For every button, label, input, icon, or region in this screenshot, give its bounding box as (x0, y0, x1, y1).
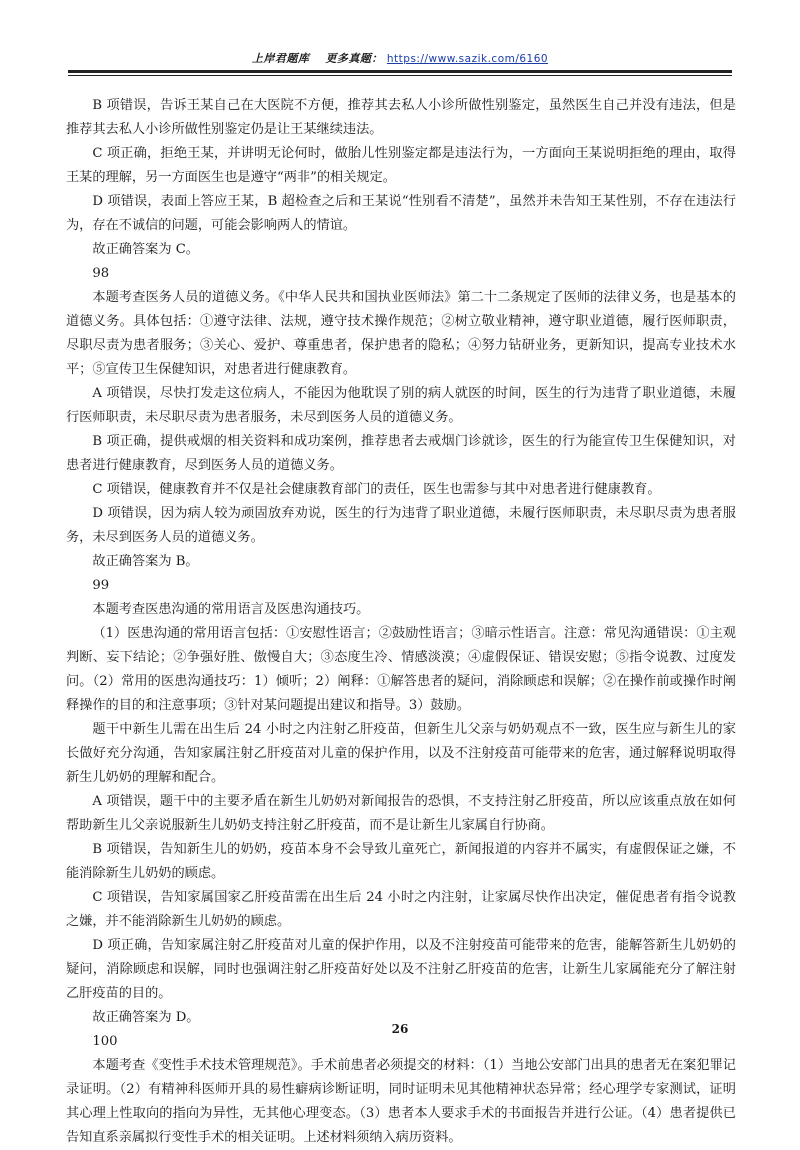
paragraph: D 项错误，因为病人较为顽固放弃劝说，医生的行为违背了职业道德，未履行医师职责，未尽职尽责为患者服务，未尽到医务人员的道德义务。 (66, 506, 736, 545)
question-number: 100 (92, 1034, 118, 1049)
document-body (66, 94, 736, 1150)
question-number: 99 (92, 578, 110, 593)
answer-line: 故正确答案为 C。 (92, 242, 199, 257)
paragraph: 本题考查《变性手术技术管理规范》。手术前患者必须提交的材料：（1）当地公安部门出具的患者无在案犯罪记录证明。（2）有精神科医师开具的易性癖病诊断证明，同时证明未见其他精神状态异常；经心理学专家测试，证明其心理上性取向的指向为异性，无其他心理变态。（3）患者本人要求手术的书面报告并进行公证。（4）患者提供已告知直系亲属拟行变性手术的相关证明。上述材料须纳入病历资料。 (66, 1058, 736, 1145)
header-brand: 上岸君题库 (251, 52, 310, 65)
header-url-link[interactable]: https://www.sazik.com/6160 (386, 53, 549, 65)
paragraph: A 项错误，尽快打发走这位病人，不能因为他耽误了别的病人就医的时间，医生的行为违背了职业道德，未履行医师职责，未尽职尽责为患者服务，未尽到医务人员的道德义务。 (66, 386, 736, 425)
paragraph: A 项错误，题干中的主要矛盾在新生儿奶奶对新闻报告的恐惧，不支持注射乙肝疫苗，所以应该重点放在如何帮助新生儿父亲说服新生儿奶奶支持注射乙肝疫苗，而不是让新生儿家属自行协商。 (66, 794, 736, 833)
paragraph: 题干中新生儿需在出生后 24 小时之内注射乙肝疫苗，但新生儿父亲与奶奶观点不一致，医生应与新生儿的家长做好充分沟通，告知家属注射乙肝疫苗对儿童的保护作用，以及不注射疫苗可能带来的危害，通过解释说明取得新生儿奶奶的理解和配合。 (66, 722, 736, 785)
header-rule-thin (68, 75, 732, 76)
paragraph: （1）医患沟通的常用语言包括：①安慰性语言；②鼓励性语言；③暗示性语言。注意：常见沟通错误：①主观判断、妄下结论；②争强好胜、傲慢自大；③态度生冷、情感淡漠；④虚假保证、错误安慰；⑤指令说教、过度发问。（2）常用的医患沟通技巧：1）倾听；2）阐释：①解答患者的疑问，消除顾虑和误解；②在操作前或操作时阐释操作的目的和注意事项；③针对某问题提出建议和指导。3）鼓励。 (66, 626, 736, 713)
paragraph: C 项错误，告知家属国家乙肝疫苗需在出生后 24 小时之内注射，让家属尽快作出决定，催促患者有指令说教之嫌，并不能消除新生儿奶奶的顾虑。 (66, 890, 736, 929)
answer-line: 故正确答案为 B。 (92, 554, 199, 569)
paragraph: C 项正确，拒绝王某，并讲明无论何时，做胎儿性别鉴定都是违法行为，一方面向王某说明拒绝的理由，取得王某的理解，另一方面医生也是遵守“两非”的相关规定。 (66, 146, 736, 185)
paragraph: 本题考查医务人员的道德义务。《中华人民共和国执业医师法》第二十二条规定了医师的法律义务，也是基本的道德义务。具体包括：①遵守法律、法规，遵守技术操作规范；②树立敬业精神，遵守职业道德，履行医师职责，尽职尽责为患者服务；③关心、爱护、尊重患者，保护患者的隐私；④努力钻研业务，更新知识，提高专业技术水平；⑤宣传卫生保健知识，对患者进行健康教育。 (66, 290, 736, 377)
page-number: 26 (391, 1022, 409, 1036)
paragraph: D 项错误，表面上答应王某，B 超检查之后和王某说“性别看不清楚”，虽然并未告知王某性别，不存在违法行为，存在不诚信的问题，可能会影响两人的情谊。 (66, 194, 736, 233)
header-label: 更多真题： (325, 52, 383, 65)
answer-line: 故正确答案为 D。 (92, 1010, 200, 1025)
question-number: 98 (92, 266, 110, 281)
paragraph: B 项错误，告诉王某自己在大医院不方便，推荐其去私人小诊所做性别鉴定，虽然医生自己并没有违法，但是推荐其去私人小诊所做性别鉴定仍是让王某继续违法。 (66, 98, 736, 137)
header-rule-thick (68, 70, 732, 73)
paragraph: 本题考查医患沟通的常用语言及医患沟通技巧。 (92, 602, 370, 617)
paragraph: B 项正确，提供戒烟的相关资料和成功案例，推荐患者去戒烟门诊就诊，医生的行为能宣传卫生保健知识，对患者进行健康教育，尽到医务人员的道德义务。 (66, 434, 736, 473)
page-header (68, 50, 732, 66)
paragraph: B 项错误，告知新生儿的奶奶，疫苗本身不会导致儿童死亡，新闻报道的内容并不属实，有虚假保证之嫌，不能消除新生儿奶奶的顾虑。 (66, 842, 736, 881)
paragraph: D 项正确，告知家属注射乙肝疫苗对儿童的保护作用，以及不注射疫苗可能带来的危害，能解答新生儿奶奶的疑问，消除顾虑和误解，同时也强调注射乙肝疫苗好处以及不注射乙肝疫苗的危害，让新生儿家属能充分了解注射乙肝疫苗的目的。 (66, 938, 736, 1001)
paragraph: C 项错误，健康教育并不仅是社会健康教育部门的责任，医生也需参与其中对患者进行健康教育。 (92, 482, 661, 497)
